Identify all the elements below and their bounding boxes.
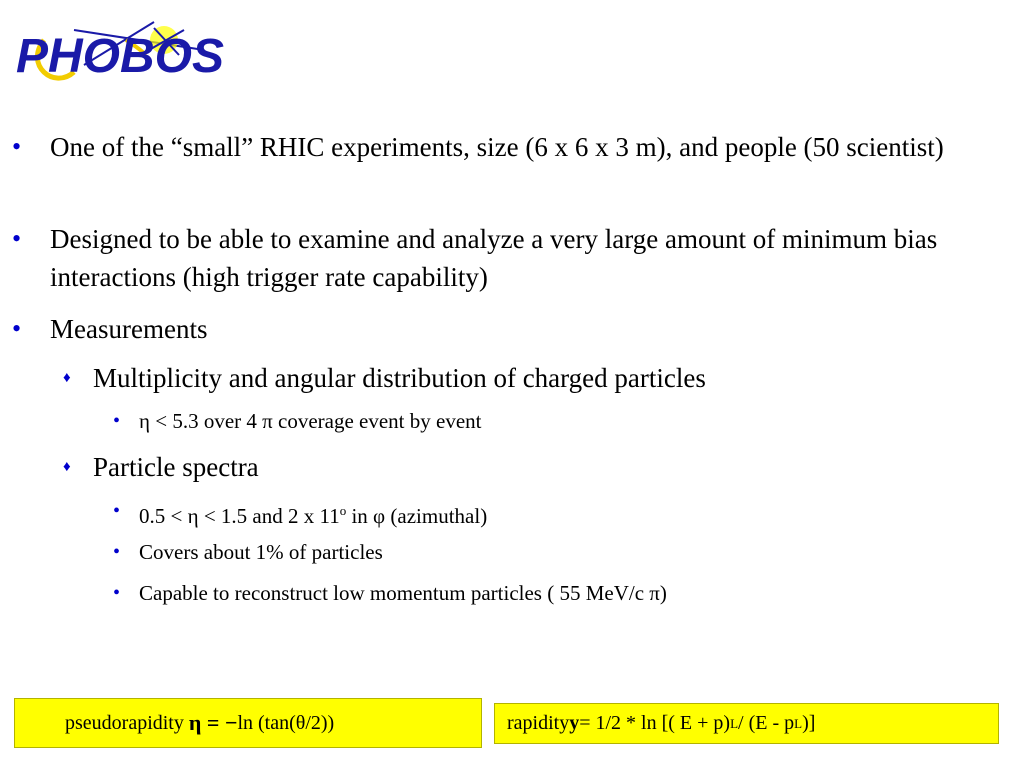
logo-text: PHOBOS: [16, 30, 225, 83]
pseudorapidity-rhs: ln (tan(θ/2)): [237, 711, 335, 734]
bullet-dot-icon: •: [12, 132, 22, 161]
bullet-dot-icon: •: [113, 500, 121, 522]
degree-superscript: o: [339, 503, 347, 518]
pseudorapidity-label: pseudorapidity: [65, 711, 184, 734]
bullet-text: Designed to be able to examine and analyze a very large amount of minimum bias interactions (high trigger rate capability): [50, 224, 938, 292]
bullet-dot-icon: •: [113, 541, 121, 563]
sub-sub-bullet-text: Capable to reconstruct low momentum particles ( 55 MeV/c π): [139, 581, 667, 605]
sub-sub-bullet-spectra-range: [113, 496, 488, 531]
range-prefix: 0.5 < η < 1.5 and 2 x 11: [139, 504, 340, 528]
sub-bullet-spectra: [63, 449, 259, 485]
rapidity-label: rapidity: [507, 712, 570, 734]
bullet-dot-icon: •: [12, 224, 22, 253]
sub-sub-bullet-coverage: [113, 537, 383, 567]
rapidity-box: [494, 703, 999, 744]
bullet-dot-icon: •: [12, 314, 22, 343]
bullet-measurements: [12, 310, 1015, 348]
bullet-design: [12, 220, 1015, 296]
rapidity-eq: = 1/2 * ln [( E + p): [579, 712, 731, 734]
sub-bullet-text: Particle spectra: [93, 452, 259, 482]
rapidity-variable: y: [569, 712, 580, 734]
bullet-experiment-size: [12, 128, 1015, 166]
sub-bullet-multiplicity: [63, 360, 706, 396]
sub-sub-bullet-text: η < 5.3 over 4 π coverage event by event: [139, 409, 482, 433]
sub-sub-bullet-low-momentum: [113, 578, 667, 608]
pseudorapidity-symbol: η = −: [188, 710, 238, 735]
sub-sub-bullet-eta: [113, 406, 482, 436]
pseudorapidity-box: [14, 698, 482, 748]
phobos-logo: [14, 10, 270, 90]
bullet-text: Measurements: [50, 314, 208, 344]
range-suffix: in φ (azimuthal): [346, 504, 488, 528]
diamond-bullet-icon: ♦: [63, 370, 71, 386]
bullet-dot-icon: •: [113, 582, 121, 604]
rapidity-end: )]: [802, 712, 816, 734]
rapidity-mid: / (E - p: [738, 712, 795, 734]
diamond-bullet-icon: ♦: [63, 459, 71, 475]
rapidity-sub-l2: L: [794, 715, 803, 731]
bullet-text: One of the “small” RHIC experiments, size (6 x 6 x 3 m), and people (50 scientist): [50, 132, 944, 162]
rapidity-sub-l: L: [730, 715, 739, 731]
sub-bullet-text: Multiplicity and angular distribution of charged particles: [93, 363, 706, 393]
bullet-dot-icon: •: [113, 410, 121, 432]
sub-sub-bullet-text: Covers about 1% of particles: [139, 540, 383, 564]
